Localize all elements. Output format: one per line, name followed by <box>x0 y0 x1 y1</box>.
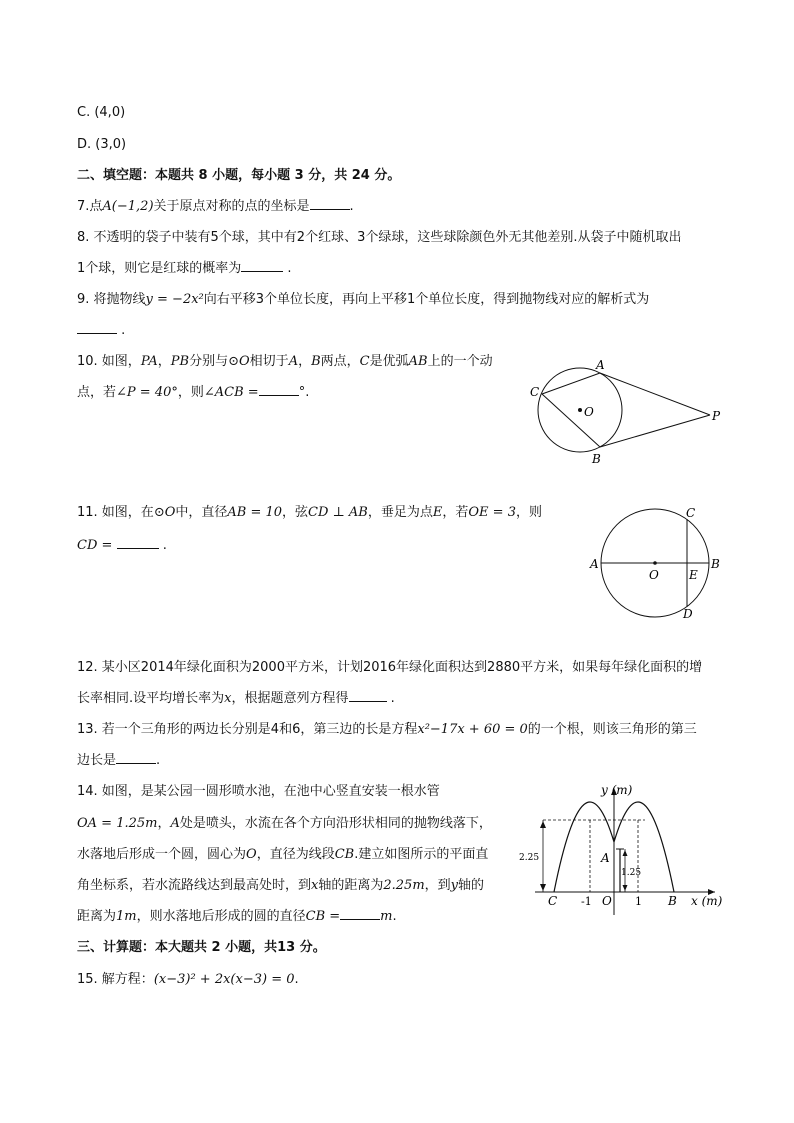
q11-end: . <box>162 538 167 553</box>
q10-text: ， <box>157 354 171 369</box>
q11-math: CD = <box>77 538 113 553</box>
question-14-line-1: 14. 如图，是某公园一圆形喷水池，在池中心竖直安装一根水管 <box>77 784 440 799</box>
right-parabola <box>614 802 674 892</box>
label-o: O <box>584 405 594 419</box>
q14-text: 轴的距离为 <box>318 878 384 893</box>
q14-math: A <box>170 816 180 831</box>
q7-text-2: 关于原点对称的点的坐标是 <box>153 199 310 214</box>
q11-math: CD ⊥ AB <box>308 505 368 520</box>
section-3-title: 三、计算题：本大题共 2 小题，共13 分。 <box>77 940 326 955</box>
q14-math: OA = 1.25m <box>77 816 158 831</box>
q10-math: ∠P = 40° <box>116 385 178 400</box>
arrow-icon <box>623 885 628 891</box>
answer-blank[interactable] <box>349 689 387 702</box>
q14-text: 距离为 <box>77 909 117 924</box>
q11-text: 中，直径 <box>175 505 228 520</box>
answer-blank[interactable] <box>310 197 350 210</box>
option-d: D. (3,0) <box>77 137 127 152</box>
q13-math: x²−17x + 60 = 0 <box>417 722 528 737</box>
arrow-icon <box>540 884 546 891</box>
q15-text: 15. 解方程： <box>77 972 154 987</box>
q10-text: 10. 如图， <box>77 354 141 369</box>
q10-math: PB <box>170 354 190 369</box>
chord-ca <box>542 373 600 394</box>
q7-number: 7. <box>77 199 90 214</box>
question-10-line-2 <box>77 383 309 403</box>
answer-blank[interactable] <box>117 536 159 549</box>
section-2-title: 二、填空题：本题共 8 小题，每小题 3 分，共 24 分。 <box>77 168 401 183</box>
q10-text: 分别与 <box>189 354 229 369</box>
left-parabola <box>554 802 614 892</box>
q13-text: 的一个根，则该三角形的第三 <box>527 722 697 737</box>
q14-text: 角坐标系，若水流路线达到最高处时，到 <box>77 878 312 893</box>
q12-math: x <box>224 691 232 706</box>
question-10-line-1 <box>77 352 493 372</box>
q14-text: 轴的 <box>458 878 485 893</box>
q14-math: y <box>450 878 459 893</box>
tangent-pa <box>600 373 710 415</box>
label-b: B <box>711 557 720 571</box>
q8-text: 1个球，则它是红球的概率为 <box>77 261 242 276</box>
q14-math: O <box>246 847 257 862</box>
q7-end: . <box>349 199 354 214</box>
q10-text: 相切于 <box>249 354 289 369</box>
question-7 <box>77 197 354 217</box>
answer-blank[interactable] <box>259 383 299 396</box>
answer-blank[interactable] <box>340 907 380 920</box>
question-14-line-3 <box>77 845 488 865</box>
q14-math: x <box>311 878 319 893</box>
label-x-axis: x (m) <box>691 894 723 908</box>
label-a: A <box>590 557 599 571</box>
question-8-line-1: 8. 不透明的袋子中装有5个球，其中有2个红球、3个绿球，这些球除颜色外无其他差别.从袋子中随机取出 <box>77 230 682 245</box>
chord-cb <box>542 394 600 447</box>
q9-math: y = −2x² <box>145 292 204 307</box>
q10-math: B <box>311 354 321 369</box>
label-b: B <box>668 894 677 908</box>
q13-text: 13. 若一个三角形的两边长分别是4和6，第三边的长是方程 <box>77 722 418 737</box>
question-14-line-2 <box>77 814 492 834</box>
q14-end: . <box>392 909 397 924</box>
q7-text-1: 点 <box>89 199 103 214</box>
q10-text: 是优弧 <box>369 354 409 369</box>
label-height-125: 1.25 <box>621 868 642 878</box>
q12-text: ，根据题意列方程得 <box>231 691 349 706</box>
q15-math: (x−3)² + 2x(x−3) = 0 <box>153 972 295 987</box>
question-8-line-2 <box>77 259 292 279</box>
answer-blank[interactable] <box>77 321 117 334</box>
q14-math: 1m <box>116 909 137 924</box>
q11-math: AB = 10 <box>227 505 283 520</box>
arrow-icon <box>540 821 546 828</box>
q14-text: ，则水落地后形成的圆的直径 <box>136 909 306 924</box>
question-11-line-1 <box>77 503 542 523</box>
q14-text: 处是喷头，水流在各个方向沿形状相同的抛物线落下， <box>179 816 492 831</box>
q12-end: . <box>390 691 395 706</box>
q12-text: 长率相同.设平均增长率为 <box>77 691 225 706</box>
label-o: O <box>649 568 659 582</box>
q9-text-2: 向右平移3个单位长度，再向上平移1个单位长度，得到抛物线对应的解析式为 <box>203 292 650 307</box>
q11-text: ，则 <box>515 505 542 520</box>
q11-math: E <box>432 505 443 520</box>
q11-figure <box>585 500 730 625</box>
q14-text: ， <box>157 816 171 831</box>
label-height-225: 2.25 <box>519 853 540 863</box>
question-12-line-2 <box>77 689 395 709</box>
q11-text: ，弦 <box>282 505 309 520</box>
label-d: D <box>683 607 693 621</box>
q14-math: 2.25m <box>383 878 425 893</box>
q14-text: ，直径为线段 <box>256 847 335 862</box>
label-p: P <box>712 409 721 423</box>
q10-text: ， <box>298 354 312 369</box>
q10-math: ⊙O <box>228 354 250 369</box>
q9-end: . <box>121 323 126 338</box>
q7-math: A(−1,2) <box>102 199 154 214</box>
q10-math: C <box>359 354 370 369</box>
tick-label-neg1: -1 <box>581 895 592 908</box>
label-c: C <box>530 385 540 399</box>
q11-text: 11. 如图，在 <box>77 505 154 520</box>
answer-blank[interactable] <box>241 259 283 272</box>
q11-math: ⊙O <box>153 505 176 520</box>
center-dot <box>578 408 582 412</box>
q15-end: . <box>294 972 299 987</box>
question-13-line-2 <box>77 751 160 771</box>
q11-text: ，若 <box>442 505 469 520</box>
q14-text: ，到 <box>424 878 451 893</box>
label-e: E <box>689 568 698 582</box>
tick-label-1: 1 <box>635 895 642 908</box>
q10-math: AB <box>408 354 428 369</box>
q10-text: 上的一个动 <box>427 354 493 369</box>
q8-end: . <box>287 261 292 276</box>
question-9-line-2 <box>77 321 125 341</box>
question-13-line-1 <box>77 720 697 740</box>
q14-text: .建立如图所示的平面直 <box>354 847 489 862</box>
label-c: C <box>686 506 696 520</box>
question-9-line-1 <box>77 290 649 310</box>
answer-blank[interactable] <box>116 751 156 764</box>
q10-math: PA <box>140 354 158 369</box>
center-dot <box>653 561 657 565</box>
label-b: B <box>592 452 601 466</box>
q14-figure <box>515 780 730 920</box>
question-14-line-5 <box>77 907 397 927</box>
q11-math: OE = 3 <box>468 505 516 520</box>
q11-text: ，垂足为点 <box>367 505 433 520</box>
label-y-axis: y (m) <box>601 783 633 797</box>
question-14-line-4 <box>77 876 484 896</box>
label-a: A <box>601 851 610 865</box>
q10-math: A <box>288 354 299 369</box>
q14-math: CB <box>334 847 355 862</box>
q14-math: CB = <box>305 909 341 924</box>
q13-end: . <box>156 753 161 768</box>
label-c: C <box>548 894 558 908</box>
arrow-icon <box>623 850 628 856</box>
question-11-line-2 <box>77 536 167 556</box>
option-c: C. (4,0) <box>77 105 126 120</box>
label-a: A <box>596 358 605 372</box>
q10-text: ，则 <box>177 385 204 400</box>
q14-text: 水落地后形成一个圆，圆心为 <box>77 847 247 862</box>
q10-text: 点，若 <box>77 385 117 400</box>
label-o: O <box>602 894 612 908</box>
q10-figure <box>520 350 730 470</box>
q9-text-1: 9. 将抛物线 <box>77 292 146 307</box>
q10-text: 两点， <box>320 354 360 369</box>
question-15 <box>77 970 299 990</box>
q10-text: °. <box>298 385 310 400</box>
question-12-line-1: 12. 某小区2014年绿化面积为2000平方米，计划2016年绿化面积达到2880平方米，如果每年绿化面积的增 <box>77 660 703 675</box>
q10-math: ∠ACB = <box>203 385 259 400</box>
q13-text: 边长是 <box>77 753 117 768</box>
q14-math: m <box>380 909 393 924</box>
